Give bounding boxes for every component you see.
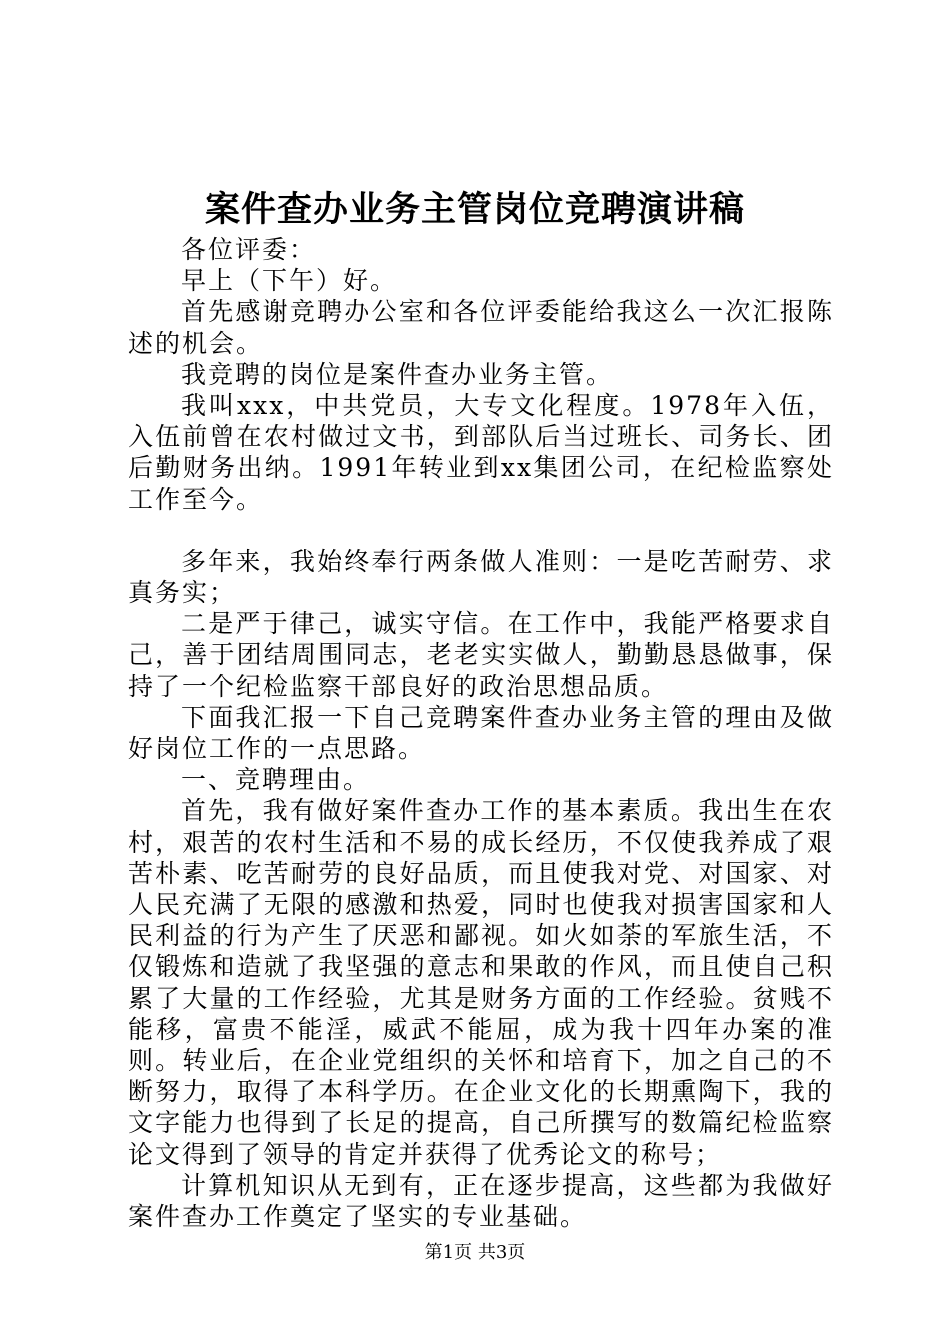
paragraph-qualities: 首先，我有做好案件查办工作的基本素质。我出生在农村，艰苦的农村生活和不易的成长经历，不仅使我养成了艰苦朴素、吃苦耐劳的良好品质，而且使我对党、对国家、对人民充满了无限的感激和热爱，同时也使我对损害国家和人民利益的行为产生了厌恶和鄙视。如火如荼的军旅生活，不仅锻炼和造就了我坚强的意志和果敢的作风，而且使自己积累了大量的工作经验，尤其是财务方面的工作经验。贫贱不能移，富贵不能淫，威武不能屈，成为我十四年办案的准则。转业后，在企业党组织的关怀和培育下，加之自己的不断努力，取得了本科学历。在企业文化的长期熏陶下，我的文字能力也得到了长足的提高，自己所撰写的数篇纪检监察论文得到了领导的肯定并获得了优秀论文的称号； [128, 796, 834, 1169]
paragraph-position: 我竞聘的岗位是案件查办业务主管。 [181, 359, 614, 389]
page-number-footer: 第1页 共3页 [424, 1242, 526, 1263]
paragraph-principle-two: 二是严于律己，诚实守信。在工作中，我能严格要求自己，善于团结周围同志，老老实实做人，勤勤恳恳做事，保持了一个纪检监察干部良好的政治思想品质。 [128, 609, 834, 701]
paragraph-principle-one: 多年来，我始终奉行两条做人准则：一是吃苦耐劳、求真务实； [128, 546, 834, 608]
document-body [128, 234, 834, 1232]
paragraph-outline: 下面我汇报一下自己竞聘案件查办业务主管的理由及做好岗位工作的一点思路。 [128, 702, 834, 764]
paragraph-self-introduction: 我叫xxx，中共党员，大专文化程度。1978年入伍，入伍前曾在农村做过文书，到部队后当过班长、司务长、团后勤财务出纳。1991年转业到xx集团公司，在纪检监察处工作至今。 [128, 391, 834, 514]
paragraph-computer-skills: 计算机知识从无到有，正在逐步提高，这些都为我做好案件查办工作奠定了坚实的专业基础。 [128, 1170, 834, 1232]
paragraph-thanks: 首先感谢竞聘办公室和各位评委能给我这么一次汇报陈述的机会。 [128, 297, 834, 358]
section-heading-reasons: 一、竞聘理由。 [181, 765, 371, 795]
document-title: 案件查办业务主管岗位竞聘演讲稿 [204, 190, 745, 230]
paragraph-salutation: 各位评委： [181, 235, 317, 264]
paragraph-greeting: 早上（下午）好。 [181, 266, 398, 296]
